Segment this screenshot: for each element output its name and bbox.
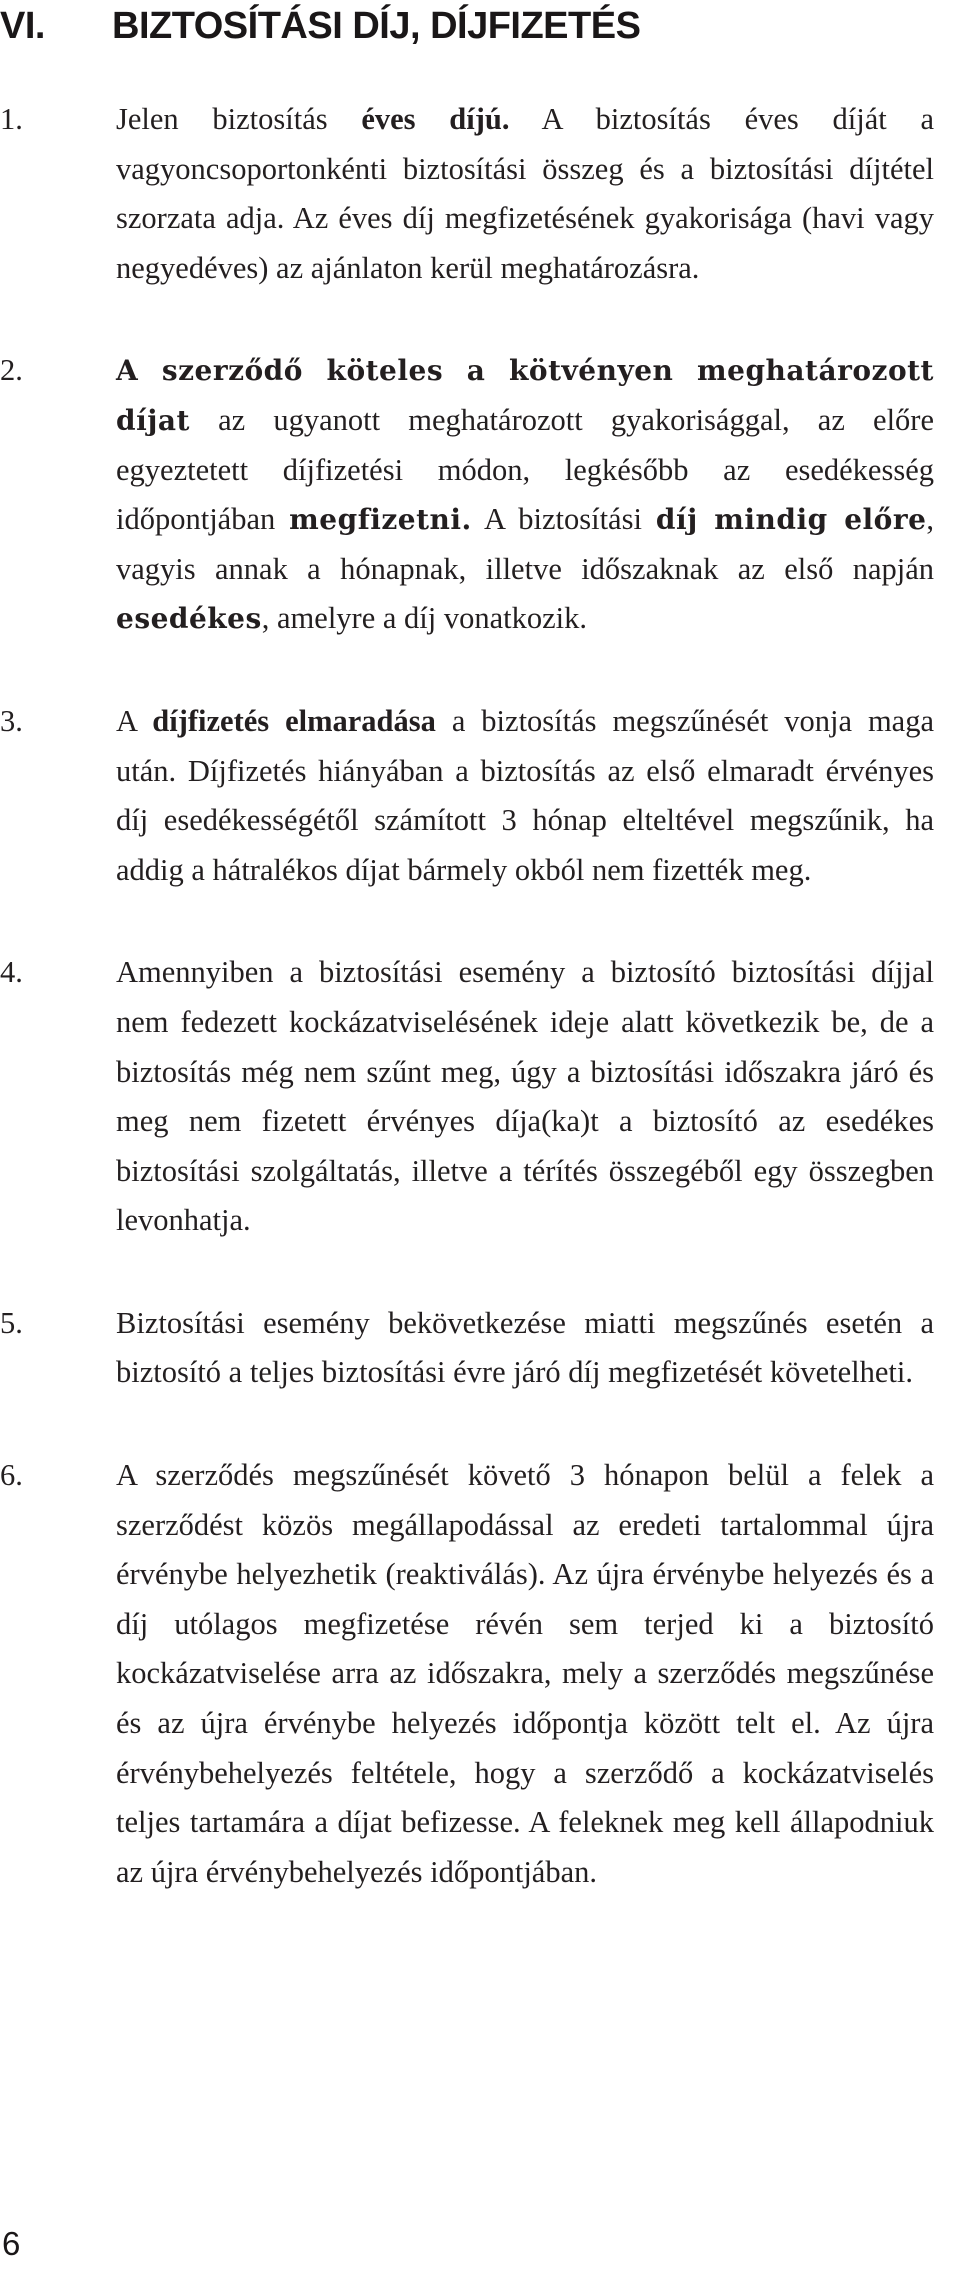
clause-text: A szerződés megszűnését követő 3 hónapon belül a felek a szerződést közös megállapodással az eredeti tartalommal újra érvénybe helyezhetik (reaktiválás). Az újra érvénybe helyezés és a díj utólagos megfizetése révén sem terjed ki a biztosító kockázatviselése arra az időszakra, mely a szerződés megszűnése és az újra érvénybe helyezés időpontja között telt el. Az újra érvénybehelyezés feltétele, hogy a szerződő a kockázatviselés teljes tartamára a díjat befizesse. A feleknek meg kell állapodniuk az újra érvénybehelyezés időpontjában. bbox=[116, 1458, 934, 1889]
clause-text: A bbox=[116, 703, 153, 738]
clause-item-3 bbox=[0, 697, 934, 895]
clause-emphasis: megfizetni. bbox=[289, 503, 472, 537]
clause-text: az ugyanott meghatározott gyakorisággal, az előre egyeztetett díjfizetési módon, legkésőbb az esedékesség időpontjában bbox=[116, 402, 934, 537]
clause-number: 4. bbox=[0, 955, 23, 990]
clause-text: A biztosítás éves díját a vagyoncsoportonkénti biztosítási összeg és a biztosítási díjtétel szorzata adja. Az éves díj megfizetésének gyakorisága (havi vagy negyedéves) az ajánlaton kerül meghatározásra. bbox=[116, 102, 934, 285]
clause-item-2 bbox=[0, 346, 934, 644]
clause-text: , amelyre a díj vonatkozik. bbox=[261, 601, 587, 636]
clause-text: Biztosítási esemény bekövetkezése miatti megszűnés esetén a biztosító a teljes biztosítási évre járó díj megfizetését követelheti. bbox=[116, 1305, 934, 1390]
clause-text: Jelen biztosítás bbox=[116, 102, 362, 136]
clause-emphasis: esedékes bbox=[116, 602, 262, 636]
clause-number: 2. bbox=[0, 353, 23, 388]
clause-number: 3. bbox=[0, 703, 23, 738]
clause-emphasis: díjfizetés elmaradása bbox=[152, 703, 436, 738]
clause-emphasis: díj mindig előre bbox=[655, 503, 927, 537]
clause-list bbox=[0, 95, 960, 1950]
clause-item-6 bbox=[0, 1451, 934, 1897]
clause-text: A biztosítási bbox=[471, 502, 656, 537]
clause-text: a biztosítás megszűnését vonja maga után. Díjfizetés hiányában a biztosítás az első elmaradt érvényes díj esedékességétől számított 3 hónap elteltével megszűnik, ha addig a hátralékos díjat bármely okból nem fizették meg. bbox=[116, 703, 934, 887]
clause-item-4 bbox=[0, 948, 934, 1246]
clause-text: , vagyis annak a hónapnak, illetve időszaknak az első napján bbox=[116, 502, 935, 586]
section-number: VI. bbox=[0, 4, 45, 47]
clause-number: 1. bbox=[0, 102, 23, 136]
clause-number: 5. bbox=[0, 1305, 23, 1340]
clause-text: Amennyiben a biztosítási esemény a biztosító biztosítási díjjal nem fedezett kockázatviselésének ideje alatt következik be, de a biztosítás még nem szűnt meg, úgy a biztosítási időszakra járó és meg nem fizetett érvényes díja(ka)t a biztosító az esedékes biztosítási szolgáltatás, illetve a térítés összegéből egy összegben levonhatja. bbox=[116, 955, 934, 1238]
clause-lead-emphasis: A szerződő köteles a kötvényen meghatározott díjat bbox=[116, 354, 934, 437]
clause-item-1 bbox=[0, 95, 934, 293]
section-heading bbox=[0, 0, 640, 52]
clause-number: 6. bbox=[0, 1458, 23, 1493]
page-number: 6 bbox=[2, 2225, 21, 2262]
clause-item-5 bbox=[0, 1299, 934, 1398]
section-title: BIZTOSÍTÁSI DÍJ, DÍJFIZETÉS bbox=[112, 4, 641, 47]
clause-emphasis: éves díjú. bbox=[361, 102, 510, 136]
